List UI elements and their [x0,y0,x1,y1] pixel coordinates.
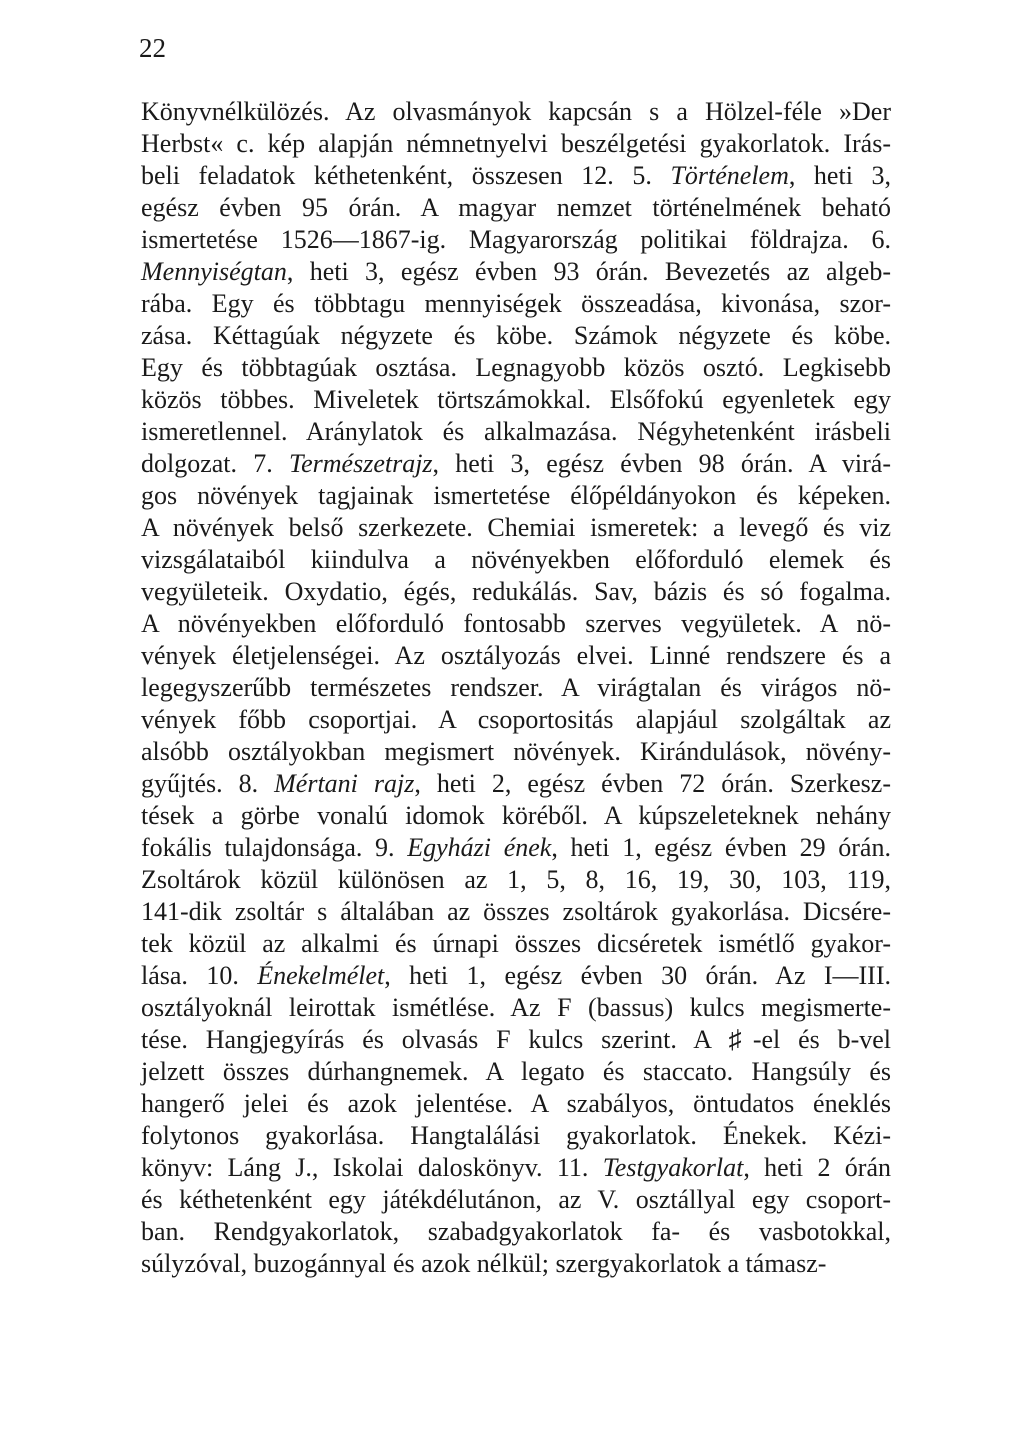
text-line: Könyvnélkülözés. Az olvasmányok kapcsán s a Hölzel-féle »Der [141,97,891,126]
text-line: gos növények tagjainak ismertetése élőpéldányokon és képeken. [141,481,891,510]
text-line: hangerő jelei és azok jelentése. A szabályos, öntudatos éneklés [141,1089,891,1118]
text-line: legegyszerűbb természetes rendszer. A virágtalan és virágos nö- [141,673,891,702]
text-line: Herbst« c. kép alapján némnetnyelvi beszélgetési gyakorlatok. Irás- [141,129,891,158]
text-line: tek közül az alkalmi és úrnapi összes dicséretek ismétlő gyakor- [141,929,891,958]
text-line: lása. 10. Énekelmélet, heti 1, egész évben 30 órán. Az I—III. [141,961,891,990]
text-line: rába. Egy és többtagu mennyiségek összeadása, kivonása, szor- [141,289,891,318]
text-line: zása. Kéttagúak négyzete és köbe. Számok négyzete és köbe. [141,321,891,350]
text-line: ban. Rendgyakorlatok, szabadgyakorlatok fa- és vasbotokkal, [141,1217,891,1246]
text-line: A növények belső szerkezete. Chemiai ismeretek: a levegő és viz [141,513,891,542]
text-line: folytonos gyakorlása. Hangtalálási gyakorlatok. Énekek. Kézi- [141,1121,891,1150]
text-line: Mennyiségtan, heti 3, egész évben 93 órán. Bevezetés az algeb- [141,257,891,286]
subject-name: Történelem [670,161,789,190]
subject-name: Énekelmélet [257,961,385,990]
text-line: osztályoknál leirottak ismétlése. Az F (bassus) kulcs megismerte- [141,993,891,1022]
text-line: jelzett összes dúrhangnemek. A legato és staccato. Hangsúly és [141,1057,891,1086]
body-text [141,96,891,1280]
text-line: vények életjelenségei. Az osztályozás elvei. Linné rendszere és a [141,641,891,670]
subject-name: Egyházi ének [407,833,552,862]
text-line: tése. Hangjegyírás és olvasás F kulcs szerint. A ♯-el és b-vel [141,1025,891,1054]
text-line: beli feladatok kéthetenként, összesen 12. 5. Történelem, heti 3, [141,161,891,190]
text-line: Egy és többtagúak osztása. Legnagyobb közös osztó. Legkisebb [141,353,891,382]
page-number: 22 [139,33,166,63]
text-line: vények főbb csoportjai. A csoportositás alapjául szolgáltak az [141,705,891,734]
text-line: fokális tulajdonsága. 9. Egyházi ének, heti 1, egész évben 29 órán. [141,833,891,862]
text-line: vizsgálataiból kiindulva a növényekben előforduló elemek és [141,545,891,574]
text-line: egész évben 95 órán. A magyar nemzet történelmének beható [141,193,891,222]
text-line: tések a görbe vonalú idomok köréből. A kúpszeleteknek nehány [141,801,891,830]
text-line: ismeretlennel. Aránylatok és alkalmazása. Négyhetenként irásbeli [141,417,891,446]
subject-name: Természetrajz [289,449,433,478]
subject-name: Mértani rajz [274,769,415,798]
text-line: dolgozat. 7. Természetrajz, heti 3, egész évben 98 órán. A virá- [141,449,892,478]
subject-name: Mennyiségtan [141,257,287,286]
text-line: A növényekben előforduló fontosabb szerves vegyületek. A nö- [141,609,891,638]
text-line: Zsoltárok közül különösen az 1, 5, 8, 16, 19, 30, 103, 119, [141,865,891,894]
text-line: 141-dik zsoltár s általában az összes zsoltárok gyakorlása. Dicsére- [141,897,891,926]
text-line: és kéthetenként egy játékdélutánon, az V. osztállyal egy csoport- [141,1185,891,1214]
text-line: vegyületeik. Oxydatio, égés, redukálás. Sav, bázis és só fogalma. [141,577,891,606]
text-line: közös többes. Miveletek törtszámokkal. Elsőfokú egyenletek egy [141,385,891,414]
text-line: súlyzóval, buzogánnyal és azok nélkül; szergyakorlatok a támasz- [141,1249,827,1278]
text-line: gyűjtés. 8. Mértani rajz, heti 2, egész évben 72 órán. Szerkesz- [141,769,891,798]
text-line: alsóbb osztályokban megismert növények. Kirándulások, növény- [141,737,891,766]
text-line: könyv: Láng J., Iskolai daloskönyv. 11. Testgyakorlat, heti 2 órán [141,1153,891,1182]
text-line: ismertetése 1526—1867-ig. Magyarország politikai földrajza. 6. [141,225,891,254]
subject-name: Testgyakorlat [602,1153,744,1182]
